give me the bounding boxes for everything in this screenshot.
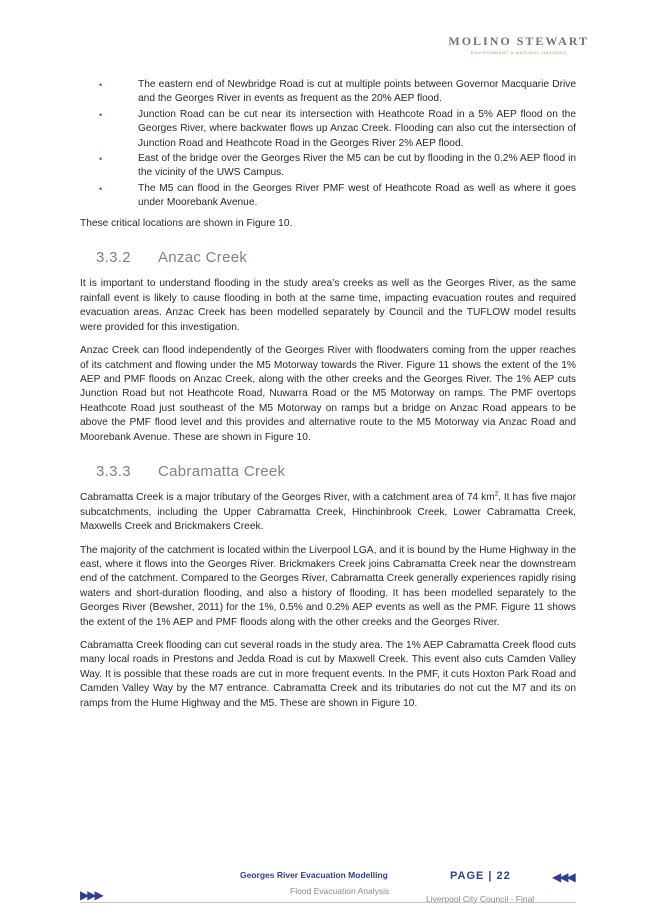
list-item bbox=[80, 78, 576, 107]
logo-tagline: ENVIRONMENT & NATURAL HAZARDS bbox=[470, 50, 567, 55]
footer-subtitle: Flood Evacuation Analysis bbox=[290, 886, 390, 896]
arrows-right-icon: ▶▶▶ bbox=[80, 888, 102, 902]
critical-locations-list bbox=[80, 78, 576, 211]
list-item bbox=[80, 182, 576, 211]
section-title: Anzac Creek bbox=[158, 249, 248, 267]
list-item bbox=[80, 152, 576, 181]
paragraph-text: . It has five major subcatchments, including the Upper Cabramatta Creek, Hinchinbrook Creek, Lower Cabramatta Creek, Maxwells Creek and Brickmakers Creek. bbox=[80, 492, 576, 533]
logo-name: MOLINO STEWART bbox=[448, 34, 589, 48]
paragraph: Cabramatta Creek flooding can cut several roads in the study area. The 1% AEP Cabramatta Creek flood cuts many local roads in Prestons and Jedda Road is cut by Maxwell Creek. This event also cuts Camden Valley Way. It is possible that these roads are cut in more frequent events. In the PMF, it cuts Hoxton Park Road and Camden Valley Way by the M7 entrance. Cabramatta Creek and its tributaries do not cut the M7 and its on ramps from the Hume Highway and the M5. These are shown in Figure 10. bbox=[80, 640, 576, 709]
bullet-icon: • bbox=[99, 109, 103, 120]
list-item-text: Junction Road can be cut near its intersection with Heathcote Road in a 5% AEP flood on the Georges River, where backwater flows up Anzac Creek. Flooding can also cut the intersection of Junction Road and Heathcote Road in the Georges River 2% AEP flood. bbox=[138, 108, 576, 149]
footer-divider bbox=[80, 902, 576, 903]
document-body bbox=[80, 78, 576, 720]
company-logo bbox=[448, 34, 589, 55]
arrows-left-icon: ◀◀◀ bbox=[552, 870, 574, 884]
footer-title: Georges River Evacuation Modelling bbox=[240, 870, 388, 880]
bullet-icon: • bbox=[99, 154, 103, 165]
section-number: 3.3.2 bbox=[96, 249, 131, 267]
list-item bbox=[80, 108, 576, 151]
section-title: Cabramatta Creek bbox=[158, 462, 286, 480]
bullet-icon: • bbox=[99, 183, 103, 194]
section-heading-anzac bbox=[96, 251, 576, 265]
paragraph-text: Cabramatta Creek is a major tributary of the Georges River, with a catchment area of 74 km bbox=[80, 492, 495, 504]
paragraph: It is important to understand flooding in the study area’s creeks as well as the Georges River, as the same rainfall event is likely to cause flooding in both at the same time, impacting evacuation routes and required evacuation areas. Anzac Creek has been modelled separately by Council and the TUFLOW model results were provided for this investigation. bbox=[80, 278, 576, 333]
paragraph: Anzac Creek can flood independently of the Georges River with floodwaters coming from the upper reaches of its catchment and flowing under the M5 Motorway towards the River. Figure 11 shows the extent of the 1% AEP and PMF floods on Anzac Creek, along with the other creeks and the Georges River. The 1% AEP cuts Junction Road but not Heathcote Road, Nuwarra Road or the M5 Motorway on ramps. The PMF overtops Heathcote Road just southeast of the M5 Motorway on ramps but a bridge on Anzac Road appears to be above the PMF flood level and this provides and alternative route to the M5 Motorway via Anzac Road and Moorebank Avenue. These are shown in Figure 10. bbox=[80, 345, 576, 443]
section-number: 3.3.3 bbox=[96, 462, 131, 480]
bullet-icon: • bbox=[99, 80, 103, 90]
page-footer bbox=[80, 868, 580, 918]
list-item-text: The eastern end of Newbridge Road is cut at multiple points between Governor Macquarie Drive and the Georges River in events as frequent as the 20% AEP flood. bbox=[138, 79, 576, 105]
paragraph bbox=[80, 491, 576, 534]
footer-client: Liverpool City Council - Final bbox=[426, 894, 535, 904]
superscript: 2 bbox=[494, 491, 499, 498]
paragraph: The majority of the catchment is located within the Liverpool LGA, and it is bound by the Hume Highway in the east, where it flows into the Georges River. Brickmakers Creek joins Cabramatta Creek near the downstream end of the catchment. Compared to the Georges River, Cabramatta Creek generally experiences rapidly rising waters and short-duration flooding, and also a history of flooding. It has been modelled separately to the Georges River (Bewsher, 2011) for the 1%, 0.5% and 0.2% AEP events as well as the PMF. Figure 11 shows the extent of the 1% AEP and PMF floods along with the other creeks and the Georges River. bbox=[80, 544, 576, 628]
list-item-text: The M5 can flood in the Georges River PMF west of Heathcote Road as well as where it goes under Moorebank Avenue. bbox=[138, 182, 576, 209]
list-item-text: East of the bridge over the Georges River the M5 can be cut by flooding in the 0.2% AEP flood in the vicinity of the UWS Campus. bbox=[138, 153, 576, 179]
section-heading-cabramatta bbox=[96, 462, 576, 480]
locations-note: These critical locations are shown in Figure 10. bbox=[80, 217, 293, 229]
page-number: PAGE | 22 bbox=[450, 870, 511, 882]
